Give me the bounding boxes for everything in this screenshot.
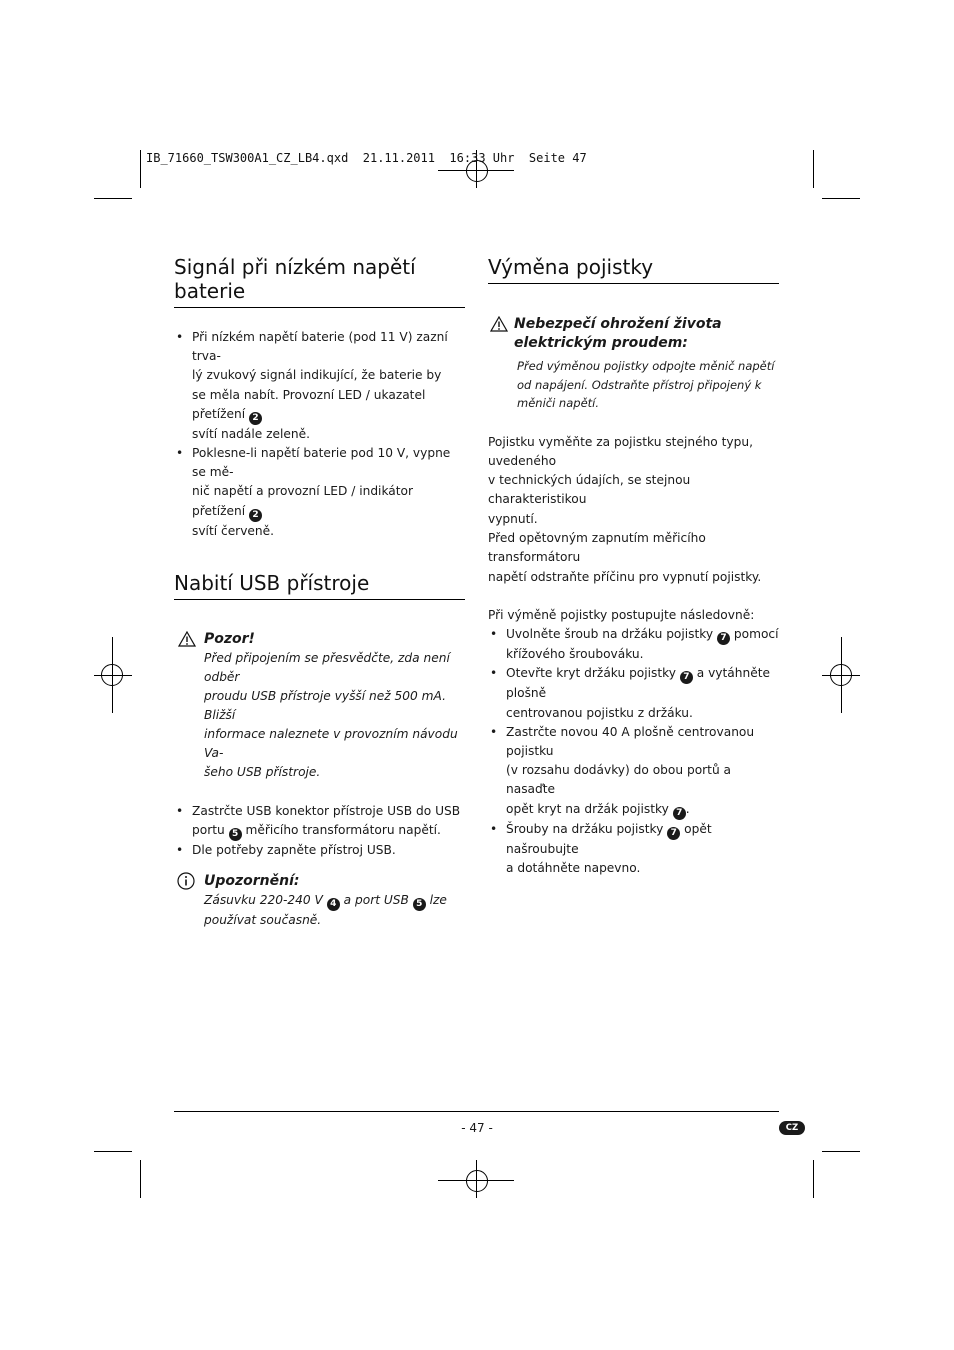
number-badge: 4 (327, 898, 340, 911)
list-item: • Dle potřeby zapněte přístroj USB. (174, 841, 465, 860)
note-text: Zásuvku 220-240 V 4 a port USB 5 lze používat současně. (204, 893, 447, 928)
footer-rule (174, 1111, 779, 1112)
right-column (488, 255, 779, 878)
fuse-steps-list (488, 625, 779, 878)
low-battery-list (174, 328, 465, 541)
number-badge: 7 (680, 671, 693, 684)
number-badge: 2 (249, 509, 262, 522)
warning-triangle-icon (178, 631, 196, 647)
note-title: Upozornění: (204, 873, 300, 890)
note-block (174, 872, 465, 930)
page-number: - 47 - (461, 1121, 493, 1135)
fuse-paragraph: Pojistku vyměňte za pojistku stejného typu, uvedeného v technických údajích, se stejnou charakteristikou vypnutí. Před opětovným zapnutím měřicího transformátoru napětí odstraňte příčinu pro vypnutí pojistky. (488, 434, 762, 584)
info-icon (177, 872, 195, 890)
warning-triangle-icon (490, 316, 508, 332)
list-item: • Při nízkém napětí baterie (pod 11 V) zazní trva- lý zvukový signál indikující, že baterie by se měla nabít. Provozní LED / ukazatel přetížení 2 svítí nadále zeleně. (174, 328, 465, 444)
number-badge: 5 (413, 898, 426, 911)
language-badge: CZ (779, 1121, 805, 1135)
section-title-fuse-replacement: Výměna pojistky (488, 255, 779, 284)
number-badge: 7 (667, 827, 680, 840)
usb-steps-list (174, 802, 465, 860)
danger-warning-block (488, 315, 779, 413)
procedure-intro: Při výměně pojistky postupujte následovně: (488, 607, 755, 622)
list-item: • Uvolněte šroub na držáku pojistky 7 pomocí křížového šroubováku. (488, 625, 779, 664)
section-title-usb-charging: Nabití USB přístroje (174, 571, 465, 600)
list-item: • Zastrčte novou 40 A plošně centrovanou pojistku (v rozsahu dodávky) do obou portů a nasaďte opět kryt na držák pojistky 7 . (488, 723, 779, 820)
number-badge: 2 (249, 412, 262, 425)
left-column (174, 255, 465, 930)
number-badge: 5 (229, 828, 242, 841)
list-item: • Poklesne-li napětí baterie pod 10 V, vypne se mě- nič napětí a provozní LED / indikátor přetížení 2 svítí červeně. (174, 444, 465, 541)
section-title-low-battery: Signál při nízkém napětí baterie (174, 255, 465, 308)
file-slug: IB_71660_TSW300A1_CZ_LB4.qxd 21.11.2011 16:33 Uhr Seite 47 (146, 151, 587, 165)
number-badge: 7 (717, 632, 730, 645)
number-badge: 7 (673, 807, 686, 820)
list-item: • Zastrčte USB konektor přístroje USB do USB portu 5 měřicího transformátoru napětí. (174, 802, 465, 841)
warning-title: Nebezpečí ohrožení života elektrickým proudem: (514, 316, 722, 351)
warning-text: Před připojením se přesvědčte, zda není odběr proudu USB přístroje vyšší než 500 mA. Bližší informace naleznete v provozním návodu Va- šeho USB přístroje. (204, 650, 458, 779)
warning-text: Před výměnou pojistky odpojte měnič napětí od napájení. Odstraňte přístroj připojený k měniči napětí. (517, 359, 775, 410)
warning-title: Pozor! (204, 630, 255, 647)
warning-block (174, 630, 465, 782)
list-item: • Otevřte kryt držáku pojistky 7 a vytáhněte plošně centrovanou pojistku z držáku. (488, 664, 779, 722)
list-item: • Šrouby na držáku pojistky 7 opět našroubujte a dotáhněte napevno. (488, 820, 779, 878)
